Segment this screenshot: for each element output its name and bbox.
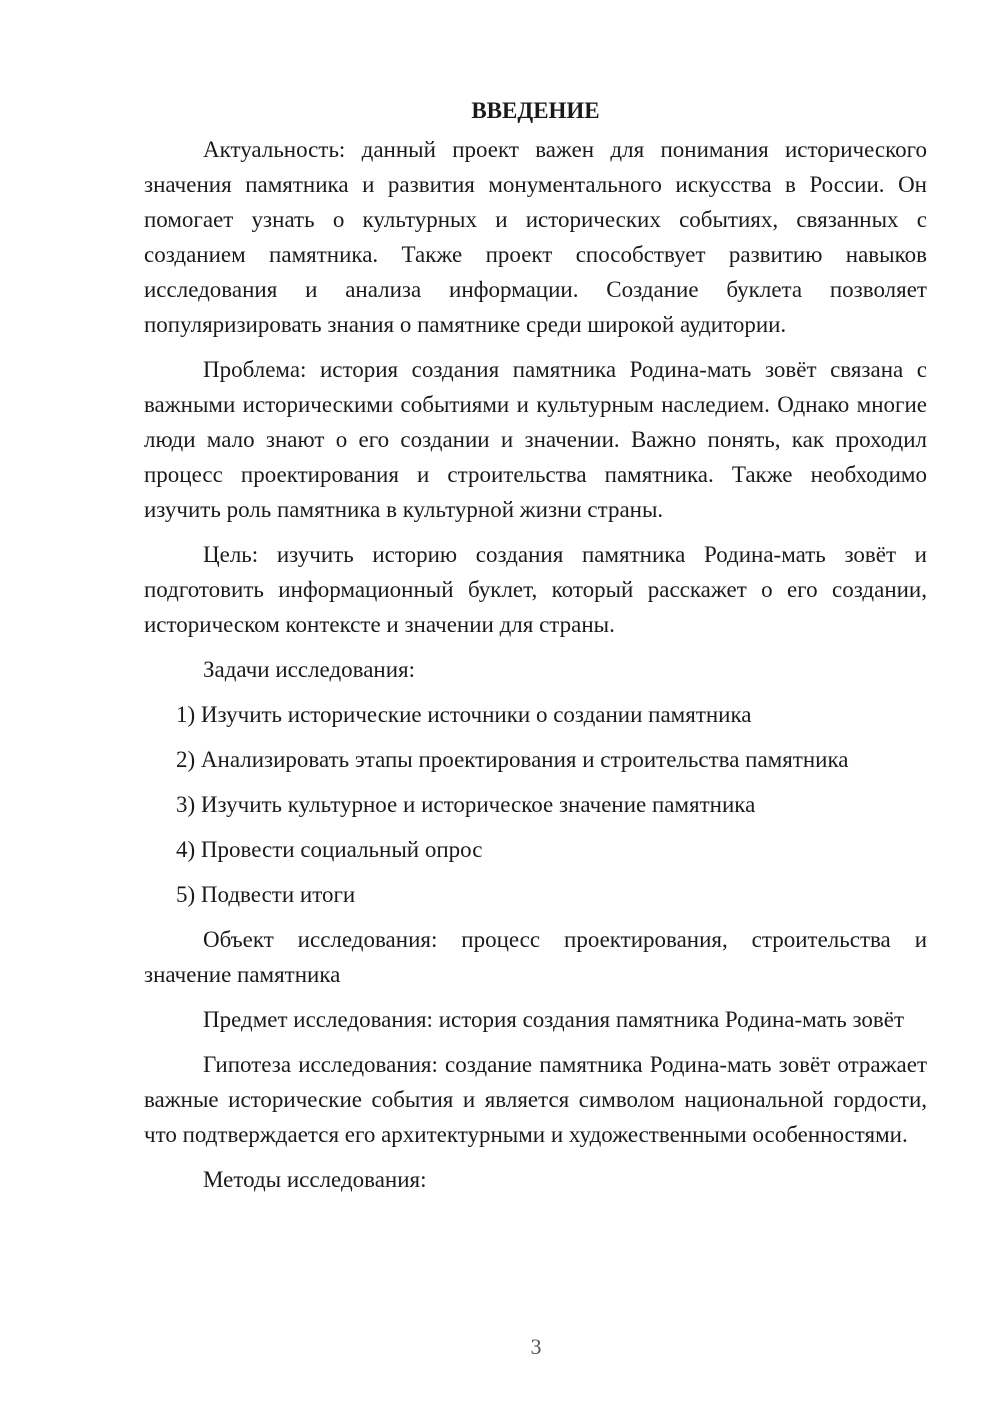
page-content (144, 96, 927, 1207)
goal-paragraph: Цель: изучить историю создания памятника Родина-мать зовёт и подготовить информационный буклет, который расскажет о его создании, историческом контексте и значении для страны. (144, 542, 927, 637)
task-item: 3) Изучить культурное и историческое значение памятника (176, 792, 756, 817)
relevance-paragraph: Актуальность: данный проект важен для понимания исторического значения памятника и развития монументального искусства в России. Он помогает узнать о культурных и исторических событиях, связанных с созданием памятника. Также проект способствует развитию навыков исследования и анализа информации. Создание буклета позволяет популяризировать знания о памятнике среди широкой аудитории. (144, 137, 927, 337)
page-number: 3 (530, 1334, 542, 1359)
problem-paragraph: Проблема: история создания памятника Родина-мать зовёт связана с важными историческими событиями и культурным наследием. Однако многие люди мало знают о его создании и значении. Важно понять, как проходил процесс проектирования и строительства памятника. Также необходимо изучить роль памятника в культурной жизни страны. (144, 357, 927, 522)
section-title: ВВЕДЕНИЕ (471, 98, 600, 123)
subject-paragraph: Предмет исследования: история создания памятника Родина-мать зовёт (203, 1007, 905, 1032)
methods-heading: Методы исследования: (203, 1167, 427, 1192)
tasks-heading: Задачи исследования: (203, 657, 416, 682)
task-item: 1) Изучить исторические источники о создании памятника (176, 702, 752, 727)
tasks-list (144, 697, 927, 912)
task-item: 2) Анализировать этапы проектирования и строительства памятника (176, 747, 849, 772)
task-item: 4) Провести социальный опрос (176, 837, 483, 862)
hypothesis-paragraph: Гипотеза исследования: создание памятника Родина-мать зовёт отражает важные исторические события и является символом национальной гордости, что подтверждается его архитектурными и художественными особенностями. (144, 1052, 927, 1147)
task-item: 5) Подвести итоги (176, 882, 356, 907)
object-paragraph: Объект исследования: процесс проектирования, строительства и значение памятника (144, 927, 927, 987)
